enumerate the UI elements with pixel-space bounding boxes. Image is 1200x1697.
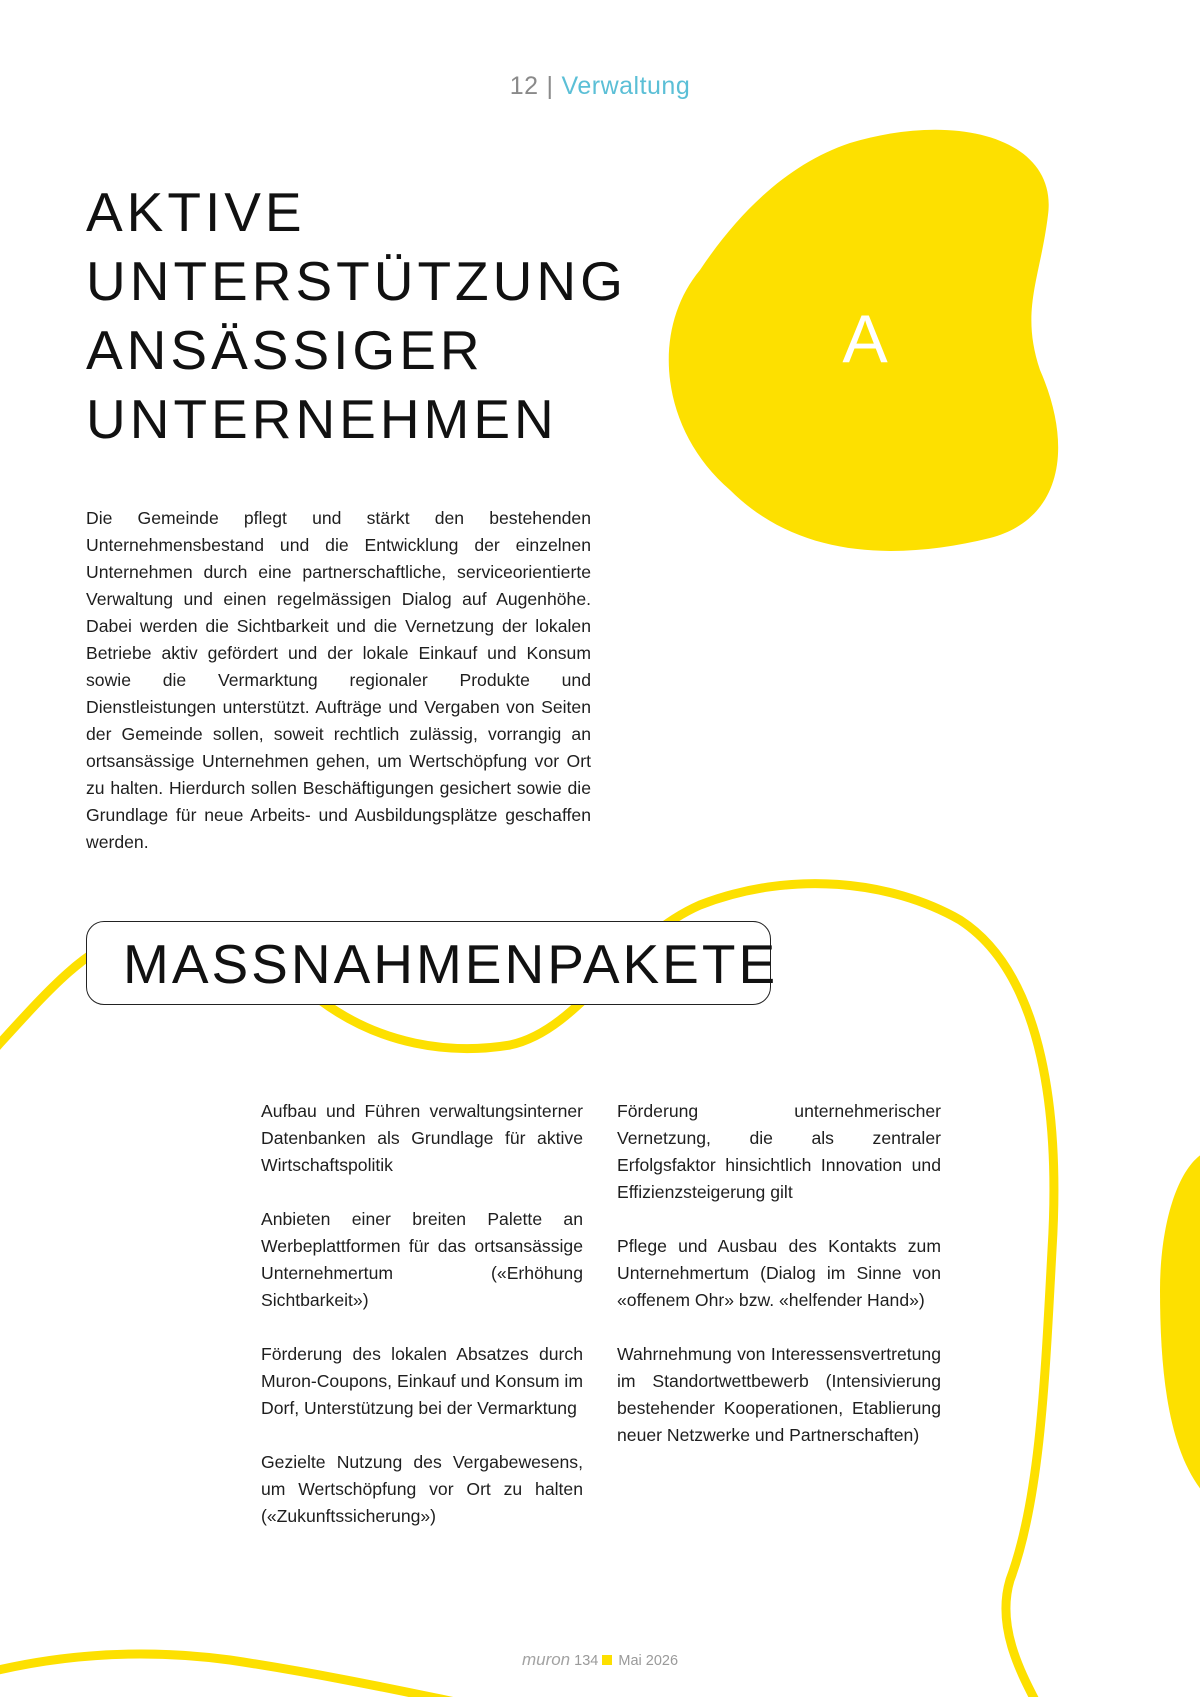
measures-left-column <box>261 1098 583 1557</box>
footer-date: Mai 2026 <box>618 1653 679 1669</box>
footer-issue: 134 <box>574 1653 599 1669</box>
measure-item: Aufbau und Führen verwaltungsinterner Datenbanken als Grundlage für aktive Wirtschaftspolitik <box>261 1101 583 1175</box>
section-name: Verwaltung <box>561 72 691 100</box>
footer-brand: muron <box>521 1650 571 1669</box>
title-line: UNTERSTÜTZUNG <box>86 250 627 312</box>
page-title <box>86 178 627 454</box>
page-footer <box>0 1650 1200 1670</box>
measures-heading-box <box>86 921 779 1005</box>
measure-item: Wahrnehmung von Interessensvertretung im Standortwettbewerb (Intensivierung bestehender Kooperationen, Etablierung neuer Netzwerke und Partnerschaften) <box>617 1344 941 1445</box>
measure-item: Förderung des lokalen Absatzes durch Muron-Coupons, Einkauf und Konsum im Dorf, Unterstützung bei der Vermarktung <box>261 1344 583 1418</box>
blob-letter: A <box>842 301 888 377</box>
measure-item: Anbieten einer breiten Palette an Werbeplattformen für das ortsansässige Unternehmertum («Erhöhung Sichtbarkeit») <box>261 1209 583 1310</box>
measures-right-column <box>617 1098 941 1476</box>
page-number: 12 <box>509 72 539 100</box>
intro-paragraph: Die Gemeinde pflegt und stärkt den bestehenden Unternehmensbestand und die Entwicklung der einzelnen Unternehmen durch eine partnerschaftliche, serviceorientierte Verwaltung und einen regelmässigen Dialog auf Augenhöhe. Dabei werden die Sichtbarkeit und die Vernetzung der lokalen Betriebe aktiv gefördert und der lokale Einkauf und Konsum sowie die Vermarktung regionaler Produkte und Dienstleistungen unterstützt. Aufträge und Vergaben von Seiten der Gemeinde sollen, soweit rechtlich zulässig, vorrangig an ortsansässige Unternehmen gehen, um Wertschöpfung vor Ort zu halten. Hierdurch sollen Beschäftigungen gesichert sowie die Grundlage für neue Arbeits- und Ausbildungsplätze geschaffen werden. <box>86 508 591 852</box>
title-line: UNTERNEHMEN <box>86 388 558 450</box>
measure-item: Förderung unternehmerischer Vernetzung, die als zentraler Erfolgsfaktor hinsichtlich Innovation und Effizienzsteigerung gilt <box>617 1101 941 1202</box>
yellow-edge-blob <box>1160 1150 1200 1500</box>
header-separator: | <box>546 72 554 100</box>
footer-square-icon <box>602 1655 612 1665</box>
title-line: ANSÄSSIGER <box>86 319 484 381</box>
page-header <box>0 72 1200 101</box>
measure-item: Gezielte Nutzung des Vergabewesens, um Wertschöpfung vor Ort zu halten («Zukunftssicherung») <box>261 1452 583 1526</box>
measures-heading: MASSNAHMENPAKETE <box>123 933 779 995</box>
title-line: AKTIVE <box>86 181 306 243</box>
measure-item: Pflege und Ausbau des Kontakts zum Unternehmertum (Dialog im Sinne von «offenem Ohr» bzw. «helfender Hand») <box>617 1236 941 1310</box>
